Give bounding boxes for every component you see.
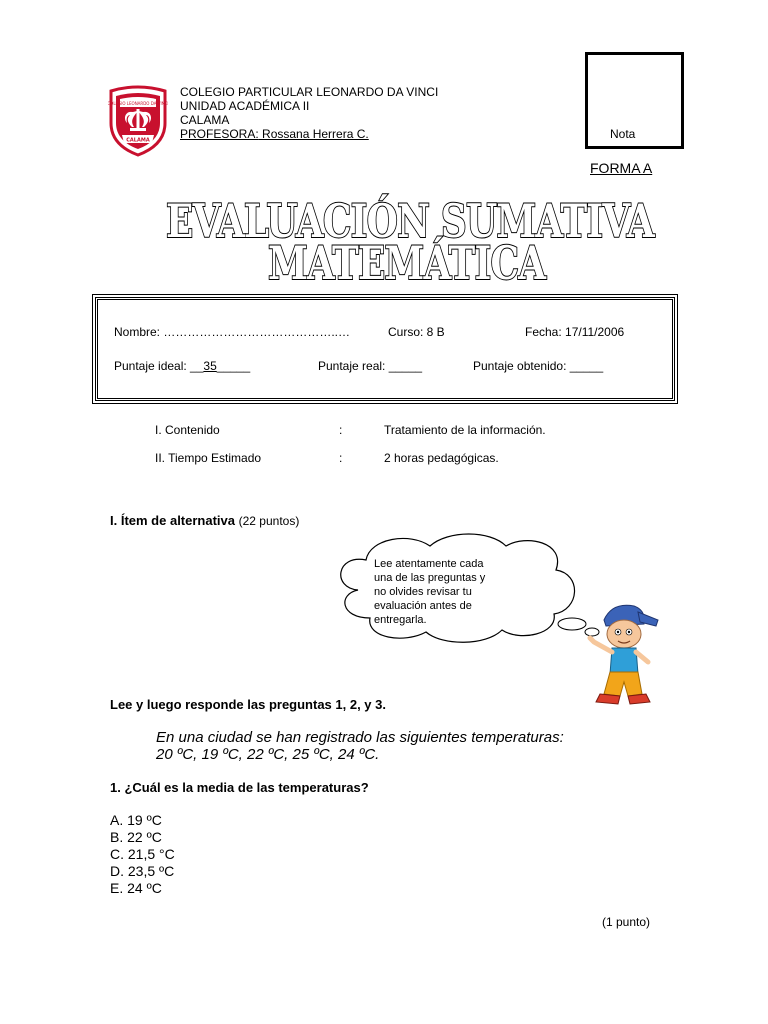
problem-statement: [156, 729, 564, 763]
obtained-score-field[interactable]: Puntaje obtenido: _____: [473, 359, 604, 373]
instruction: Lee y luego responde las preguntas 1, 2, y 3.: [110, 697, 386, 712]
cloud-line: no olvides revisar tu: [374, 586, 472, 598]
student-info-box: [95, 297, 675, 401]
content-value: Tratamiento de la información.: [384, 423, 546, 437]
content-label: I. Contenido: [155, 423, 220, 437]
question-points: (1 punto): [602, 915, 651, 929]
time-colon: :: [339, 451, 343, 465]
teacher-label: PROFESORA:: [180, 127, 259, 141]
cloud-line: una de las preguntas y: [374, 572, 486, 584]
teacher-name: Rossana Herrera C.: [258, 127, 369, 141]
problem-line: En una ciudad se han registrado las siguientes temperaturas:: [156, 729, 564, 746]
school-crest: [108, 85, 168, 157]
school-name: COLEGIO PARTICULAR LEONARDO DA VINCI: [180, 85, 439, 99]
course-field: Curso: 8 B: [388, 325, 445, 339]
school-header: [180, 85, 438, 141]
form-label: FORMA A: [590, 160, 653, 176]
date-field: Fecha: 17/11/2006: [525, 325, 625, 339]
cloud-line: Lee atentamente cada: [374, 558, 484, 570]
section-heading-text: I. Ítem de alternativa: [110, 513, 235, 528]
thought-cloud: [330, 530, 600, 650]
teacher-line: [180, 127, 438, 141]
svg-text:CALAMA: CALAMA: [126, 137, 150, 144]
svg-text:COLEGIO LEONARDO DA VINCI: COLEGIO LEONARDO DA VINCI: [108, 101, 168, 106]
question-1: 1. ¿Cuál es la media de las temperaturas?: [110, 780, 369, 795]
school-unit: UNIDAD ACADÉMICA II: [180, 99, 310, 113]
option-d[interactable]: D. 23,5 ºC: [110, 863, 175, 879]
ideal-score-value: 35: [203, 359, 217, 373]
content-colon: :: [339, 423, 343, 437]
answer-options: [110, 812, 175, 897]
page-subtitle: MATEMÁTICA: [268, 236, 546, 290]
ideal-score-tail: _____: [216, 359, 251, 373]
problem-line: 20 ºC, 19 ºC, 22 ºC, 25 ºC, 24 ºC.: [156, 746, 380, 763]
cloud-line: evaluación antes de: [374, 600, 472, 612]
time-label: II. Tiempo Estimado: [155, 451, 262, 465]
school-city: CALAMA: [180, 113, 230, 127]
ideal-score-field: [114, 359, 250, 373]
time-value: 2 horas pedagógicas.: [384, 451, 499, 465]
option-b[interactable]: B. 22 ºC: [110, 829, 162, 845]
ideal-score-label: Puntaje ideal: __: [114, 359, 204, 373]
grade-label: Nota: [610, 127, 636, 141]
cartoon-boy-illustration: [582, 598, 664, 708]
section-heading-points: (22 puntos): [238, 514, 300, 528]
section-heading: [110, 513, 299, 528]
cloud-message: [374, 557, 485, 627]
option-a[interactable]: A. 19 ºC: [110, 812, 162, 828]
page-title: EVALUACIÓN SUMATIVA: [166, 194, 654, 248]
cloud-line: entregarla.: [374, 614, 427, 626]
real-score-field[interactable]: Puntaje real: _____: [318, 359, 423, 373]
option-c[interactable]: C. 21,5 °C: [110, 846, 175, 862]
option-e[interactable]: E. 24 ºC: [110, 880, 162, 896]
name-field[interactable]: Nombre: ……………………………………..…: [114, 325, 351, 339]
grade-box[interactable]: [585, 52, 684, 149]
